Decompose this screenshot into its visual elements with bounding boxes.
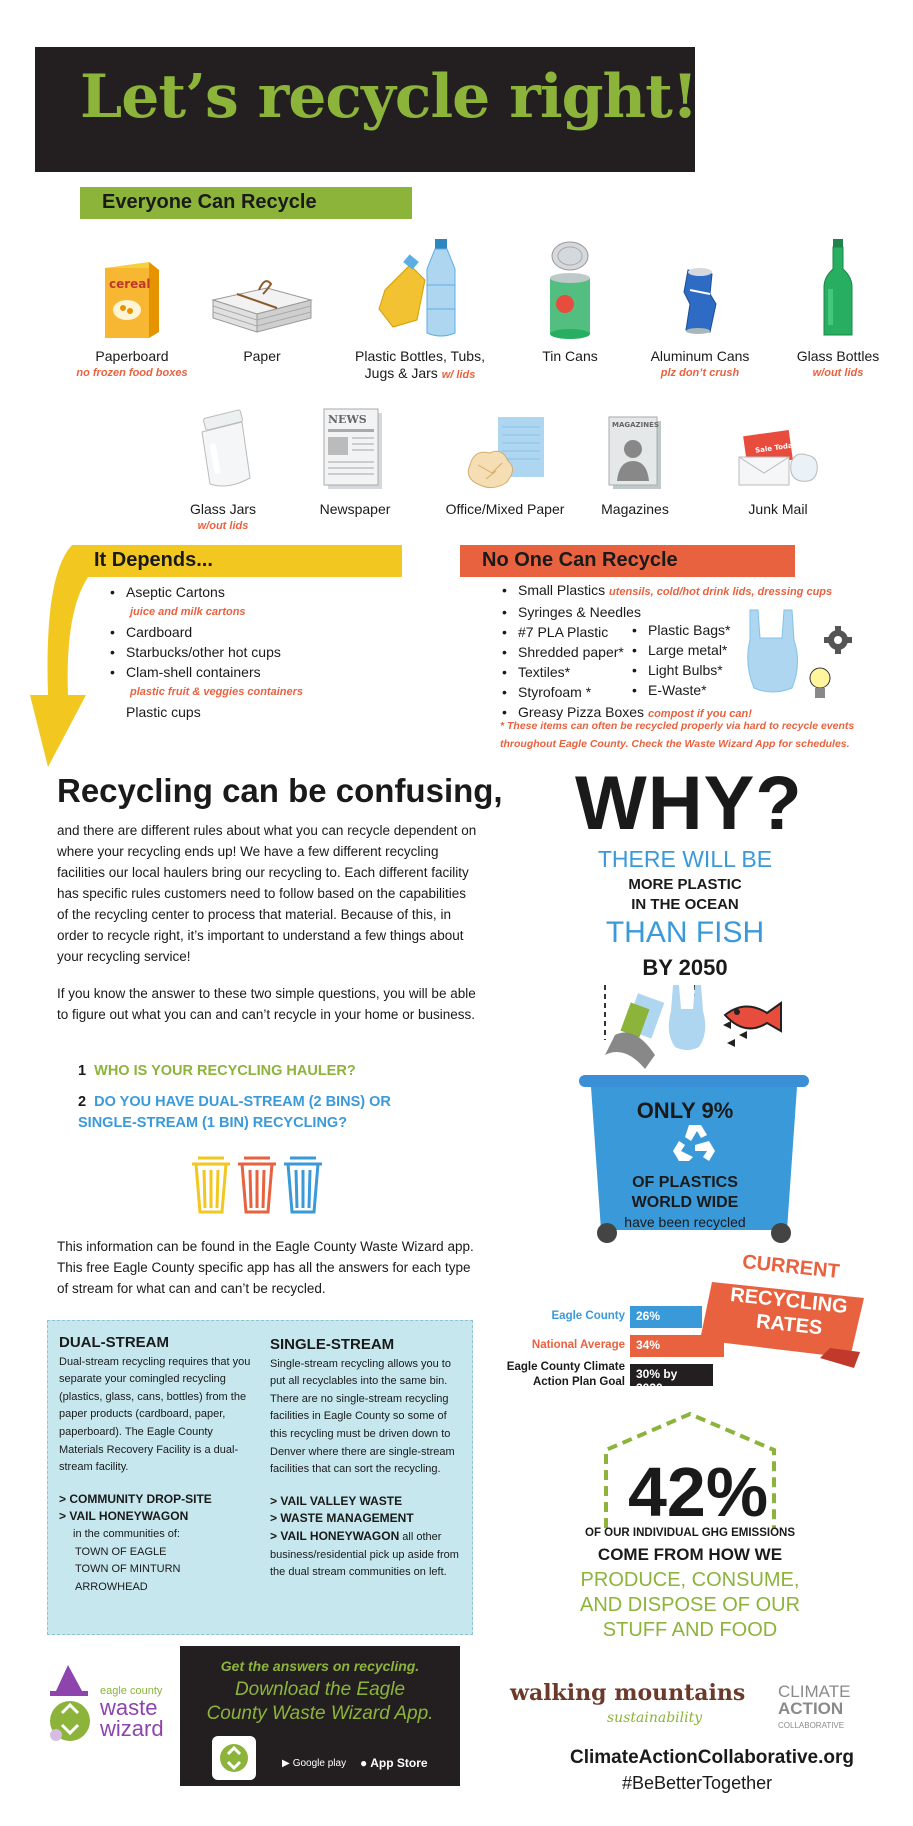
list-item: • Cardboard — [108, 622, 303, 642]
rate-bar-eagle: 26% — [630, 1306, 702, 1328]
list-item: • #7 PLA Plastic — [500, 622, 832, 642]
no-one-footnote-1: * These items can often be recycled properly via hard to recycle events — [500, 720, 855, 732]
question-number: 2 — [78, 1094, 87, 1110]
single-stream-body: Single-stream recycling allows you to put all recyclables into the same bin. There are no single-stream recycling facilities in Eagle County so some of this recycling must be driven down to Denver where there are single-stream facilities that can sort the recycling. — [270, 1357, 455, 1476]
dual-option-2: > VAIL HONEYWAGON — [59, 1509, 189, 1524]
list-item: • Large metal* — [630, 640, 730, 660]
svg-text:MAGAZINES: MAGAZINES — [612, 421, 659, 429]
list-item: • Styrofoam * — [500, 682, 832, 702]
item-junk-mail — [708, 383, 848, 518]
list-item-note: utensils, cold/hot drink lids, dressing cups — [609, 586, 833, 598]
list-item: • Plastic Bags* — [630, 620, 730, 640]
bin-lid — [579, 1075, 809, 1087]
cac-line-2: ACTION — [778, 1699, 844, 1718]
plastic-bag-icon — [669, 985, 706, 1050]
single-option-3 — [270, 1528, 466, 1582]
item-label: Glass Bottles — [796, 348, 880, 364]
item-label: Office/Mixed Paper — [445, 501, 565, 517]
bin-percent: ONLY 9% — [636, 1098, 734, 1123]
why-line-2: MORE PLASTIC — [628, 876, 742, 893]
waste-wizard-logo-line-2: waste — [100, 1695, 158, 1720]
list-item-note: plastic fruit & veggies containers — [130, 686, 303, 698]
google-play-badge[interactable] — [282, 1752, 354, 1774]
rate-bar-national: 34% — [630, 1335, 724, 1357]
item-note: w/out lids — [812, 367, 864, 379]
item-label: Newspaper — [319, 501, 391, 517]
list-item: • Clam-shell containers — [108, 662, 303, 682]
item-label: Aluminum Cans — [650, 348, 750, 364]
plastic-bottle-icon — [365, 235, 475, 340]
info-paragraph: This information can be found in the Eagle County Waste Wizard app. This free Eagle County specific app has all the answers for each type of stream for what can and can’t be recycled. — [57, 1239, 474, 1296]
crushed-bottle-icon — [605, 1033, 655, 1070]
item-label: Paperboard — [95, 348, 169, 364]
question-number: 1 — [78, 1063, 87, 1079]
list-item — [500, 580, 832, 602]
list-item-note: compost if you can! — [647, 708, 752, 720]
confusing-heading: Recycling can be confusing, — [57, 772, 503, 809]
google-play-icon: ▶ — [282, 1757, 290, 1769]
apple-icon: ● — [360, 1756, 368, 1770]
cereal-box-icon — [97, 250, 167, 340]
why-line-3: IN THE OCEAN — [631, 896, 739, 913]
item-label: Paper — [243, 348, 281, 364]
rates-badge-line-1: CURRENT — [741, 1250, 841, 1284]
ghg-line-2: COME FROM HOW WE — [597, 1545, 783, 1564]
walking-mountains-logo: walking mountains — [510, 1680, 746, 1706]
item-glass-bottles — [768, 230, 908, 379]
item-magazines — [565, 383, 705, 518]
single-option-2: > WASTE MANAGEMENT — [270, 1511, 414, 1526]
yellow-arrow-icon — [28, 545, 108, 775]
rate-label-goal-1: Eagle County Climate — [506, 1361, 625, 1373]
bin-line-2: WORLD WIDE — [631, 1194, 739, 1211]
no-one-footnote-2: throughout Eagle County. Check the Waste Wizard App for schedules. — [500, 738, 850, 750]
item-paper — [192, 230, 332, 365]
it-depends-list — [108, 582, 303, 722]
app-store-badge[interactable] — [360, 1752, 440, 1774]
google-play-label: Google play — [292, 1757, 347, 1769]
item-label: Tin Cans — [542, 348, 598, 364]
newspaper-icon — [320, 403, 390, 493]
single-stream-column — [270, 1336, 466, 1582]
item-label: Glass Jars — [189, 501, 257, 517]
rate-label-eagle: Eagle County — [551, 1310, 625, 1322]
item-tin-cans — [500, 230, 640, 365]
dual-stream-title: DUAL-STREAM — [59, 1334, 169, 1351]
list-item: • Aseptic Cartons — [108, 582, 303, 602]
recycle-app-icon — [212, 1736, 256, 1780]
item-label: Magazines — [601, 501, 669, 517]
office-paper-icon — [460, 413, 550, 493]
confusing-paragraph-1: and there are different rules about what you can recycle dependent on where your recycling ends up! We have a few different recycling facilities our local haulers bring our recycling to. Each different facility has specific rules customers need to follow based on the capabilities of the recycling center to process that material. Because of this, in order to recycle right, it’s important to understand a few things about your recycling service! — [57, 823, 477, 964]
rates-badge-line-3: RATES — [755, 1310, 824, 1340]
item-glass-jars — [153, 383, 293, 532]
waste-wizard-logo-line-1: eagle county — [100, 1685, 163, 1697]
ghg-line-1: OF OUR INDIVIDUAL GHG EMISSIONS — [585, 1527, 795, 1539]
list-item: • Textiles* — [500, 662, 832, 682]
rate-label-national: National Average — [531, 1339, 625, 1351]
app-icon[interactable] — [212, 1736, 256, 1780]
list-item: • Starbucks/other hot cups — [108, 642, 303, 662]
magazine-icon — [605, 413, 665, 493]
download-line-2 — [180, 1678, 460, 1726]
bin-line-1: OF PLASTICS — [632, 1174, 738, 1191]
why-heading: WHY? — [575, 761, 803, 846]
dual-stream-body: Dual-stream recycling requires that you separate your comingled recycling (plastics, glass, cans, bottles) from the paper products (cardboard, paper, paperboard). The Eagle County Materials Recovery Facility is a dual-stream facility. — [59, 1355, 251, 1474]
no-one-list-col2 — [630, 620, 730, 700]
waste-wizard-logo-icon — [48, 1665, 104, 1745]
recycling-bins-icon — [188, 1150, 324, 1216]
download-line-2a: Download the Eagle — [234, 1679, 406, 1700]
svg-text:cereal: cereal — [109, 277, 151, 291]
why-line-4: THAN FISH — [605, 916, 765, 949]
why-line-1: THERE WILL BE — [597, 846, 773, 872]
item-label: Junk Mail — [748, 501, 808, 517]
dual-town: TOWN OF EAGLE — [75, 1545, 167, 1558]
waste-wizard-logo-line-3: wizard — [100, 1716, 164, 1741]
junk-mail-icon — [733, 423, 823, 493]
glass-bottle-icon — [818, 235, 858, 340]
fish-icon — [725, 1003, 781, 1031]
website-link[interactable]: ClimateActionCollaborative.org — [570, 1747, 854, 1768]
list-item-note: juice and milk cartons — [130, 606, 246, 618]
app-store-label: App Store — [370, 1756, 428, 1770]
item-note: plz don’t crush — [660, 367, 740, 379]
dual-town: TOWN OF MINTURN — [75, 1563, 181, 1576]
single-option-3-label: > VAIL HONEYWAGON — [270, 1528, 400, 1543]
cac-line-1: CLIMATE — [778, 1682, 851, 1701]
list-item: Plastic cups — [126, 704, 201, 720]
bag-bulb-gear-icon — [742, 604, 852, 714]
item-label-line1: Plastic Bottles, Tubs, — [355, 348, 485, 364]
glass-jar-icon — [188, 408, 258, 493]
item-note: w/out lids — [197, 520, 249, 532]
list-item: • Shredded paper* — [500, 642, 832, 662]
list-item: • Light Bulbs* — [630, 660, 730, 680]
dual-communities-label: in the communities of: — [73, 1527, 180, 1540]
single-stream-title: SINGLE-STREAM — [270, 1336, 395, 1353]
question-2 — [78, 1094, 391, 1110]
hashtag: #BeBetterTogether — [622, 1773, 773, 1793]
list-item: • E-Waste* — [630, 680, 730, 700]
paper-stack-icon — [207, 260, 317, 340]
single-option-1: > VAIL VALLEY WASTE — [270, 1493, 403, 1508]
ghg-percent: 42% — [628, 1453, 769, 1531]
rate-label-goal-2: Action Plan Goal — [532, 1376, 625, 1388]
walking-mountains-sub: sustainability — [607, 1710, 703, 1726]
dual-town: ARROWHEAD — [75, 1580, 148, 1593]
svg-text:NEWS: NEWS — [328, 413, 367, 426]
no-one-can-recycle-banner: No One Can Recycle — [460, 545, 795, 577]
dual-option-1: > COMMUNITY DROP-SITE — [59, 1491, 212, 1506]
question-1 — [78, 1063, 356, 1079]
ghg-line-3: PRODUCE, CONSUME, — [580, 1569, 800, 1591]
item-label — [345, 348, 495, 384]
question-2-line2: SINGLE-STREAM (1 BIN) RECYCLING? — [78, 1115, 348, 1131]
confusing-paragraph-2: If you know the answer to these two simple questions, you will be able to figure out what you can and can’t recycle in your home or business. — [57, 986, 476, 1022]
bin-line-3: have been recycled — [624, 1214, 746, 1230]
ghg-line-5: STUFF AND FOOD — [602, 1619, 778, 1641]
svg-text:Sale Today: Sale Today — [754, 440, 798, 455]
page-title: Let’s recycle right! — [80, 62, 698, 132]
list-item-text: Small Plastics — [518, 582, 606, 598]
list-item-text: Greasy Pizza Boxes — [518, 704, 645, 720]
tin-can-icon — [535, 240, 605, 340]
item-paperboard — [62, 230, 202, 379]
item-label-line2: Jugs & Jars — [364, 365, 438, 381]
dual-stream-column — [59, 1334, 255, 1596]
item-aluminum-cans — [630, 230, 770, 379]
download-line-1: Get the answers on recycling. — [220, 1658, 420, 1674]
item-note: w/ lids — [441, 369, 476, 381]
aluminum-can-icon — [670, 260, 730, 340]
item-office-paper — [430, 383, 580, 518]
item-note: no frozen food boxes — [76, 367, 188, 379]
ghg-line-4: AND DISPOSE OF OUR — [579, 1594, 801, 1616]
it-depends-banner: It Depends... — [72, 545, 402, 577]
item-plastic-bottles — [345, 230, 495, 384]
everyone-can-recycle-banner: Everyone Can Recycle — [80, 187, 412, 219]
list-item: • Syringes & Needles — [500, 602, 832, 622]
item-newspaper — [285, 383, 425, 518]
question-text: WHO IS YOUR RECYCLING HAULER? — [94, 1063, 356, 1079]
cac-line-3: COLLABORATIVE — [778, 1721, 845, 1730]
question-text: DO YOU HAVE DUAL-STREAM (2 BINS) OR — [94, 1094, 391, 1110]
rate-bar-goal: 30% by 2030 — [630, 1364, 713, 1386]
rates-badge-line-2: RECYCLING — [729, 1283, 849, 1319]
single-option-3-desc: all other business/residential pick up aside from the dual stream communities on left. — [270, 1530, 459, 1579]
download-line-2b: County Waste Wizard App. — [206, 1703, 434, 1724]
why-line-5: BY 2050 — [642, 955, 728, 980]
climate-action-collaborative-logo — [778, 1683, 850, 1734]
